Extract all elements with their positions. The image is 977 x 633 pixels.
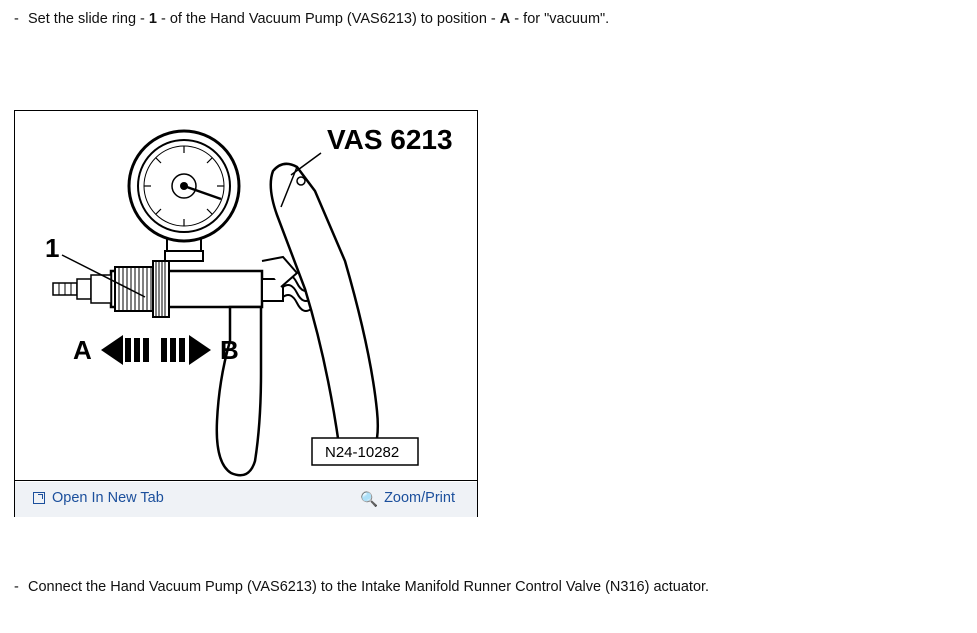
- open-in-new-tab-label: Open In New Tab: [52, 490, 164, 506]
- open-in-new-tab-button[interactable]: [33, 490, 164, 506]
- tool-label: VAS 6213: [327, 124, 453, 155]
- step-bullet: -: [14, 579, 19, 595]
- step-text-emphasis: 1: [148, 11, 157, 27]
- step-text-part: - for "vacuum".: [510, 11, 610, 27]
- figure-image-hand-vacuum-pump[interactable]: [15, 111, 477, 481]
- step-text-part: Connect the Hand Vacuum Pump (VAS6213) to the Intake Manifold Runner Control Valve (N316) actuator.: [28, 579, 710, 595]
- step-text-emphasis: A: [499, 11, 511, 27]
- instruction-step-2: [14, 578, 709, 596]
- step-bullet: -: [14, 11, 19, 27]
- figure-panel: [14, 110, 478, 517]
- step-text-part: Set the slide ring -: [28, 11, 149, 27]
- open-in-new-tab-icon: [33, 492, 45, 504]
- zoom-print-button[interactable]: [360, 490, 455, 508]
- hand-vacuum-pump-illustration: [15, 111, 477, 481]
- position-b-label: B: [220, 335, 239, 365]
- step-text-part: - of the Hand Vacuum Pump (VAS6213) to position -: [156, 11, 500, 27]
- zoom-print-label: Zoom/Print: [384, 490, 455, 506]
- callout-number-label: 1: [45, 233, 60, 263]
- instruction-step-1: [14, 10, 609, 28]
- figure-code-label: N24-10282: [325, 444, 400, 461]
- figure-action-bar: [15, 482, 477, 517]
- magnifier-icon: 🔍: [360, 492, 379, 508]
- position-a-label: A: [73, 335, 92, 365]
